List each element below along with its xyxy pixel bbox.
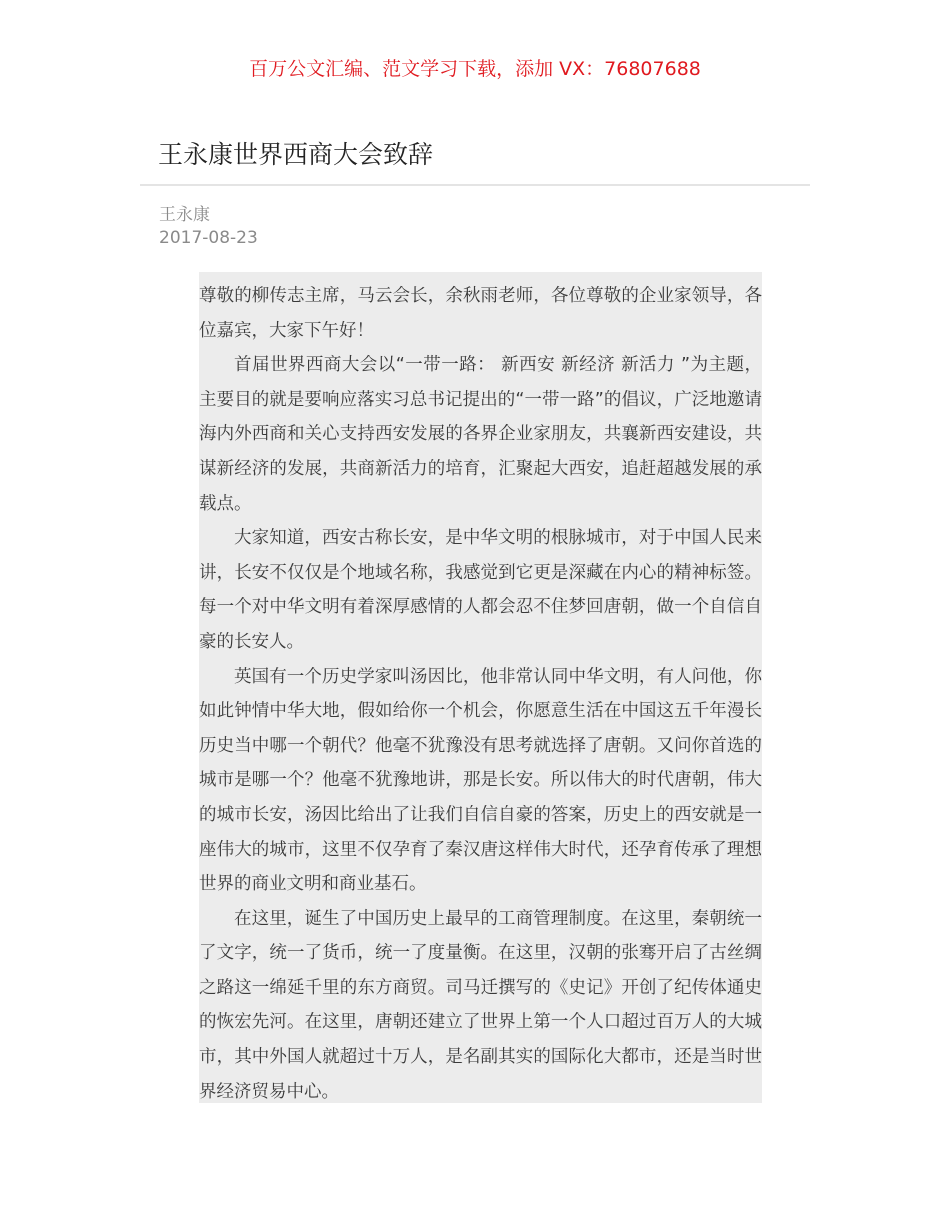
paragraph-salutation: 尊敬的柳传志主席，马云会长，余秋雨老师，各位尊敬的企业家领导，各位嘉宾，大家下午好！ bbox=[199, 286, 762, 341]
article-title: 王永康世界西商大会致辞 bbox=[158, 140, 434, 169]
article-body bbox=[199, 272, 762, 1103]
paragraph: 大家知道，西安古称长安，是中华文明的根脉城市，对于中国人民来讲，长安不仅仅是个地域名称，我感觉到它更是深藏在内心的精神标签。每一个对中华文明有着深厚感情的人都会忍不住梦回唐朝，做一个自信自豪的长安人。 bbox=[199, 528, 762, 652]
article-author: 王永康 bbox=[159, 205, 210, 225]
promo-banner: 百万公文汇编、范文学习下载，添加 VX：76807688 bbox=[249, 58, 701, 80]
title-divider bbox=[140, 184, 810, 186]
paragraph: 在这里，诞生了中国历史上最早的工商管理制度。在这里，秦朝统一了文字，统一了货币，统一了度量衡。在这里，汉朝的张骞开启了古丝绸之路这一绵延千里的东方商贸。司马迁撰写的《史记》开创了纪传体通史的恢宏先河。在这里，唐朝还建立了世界上第一个人口超过百万人的大城市，其中外国人就超过十万人，是名副其实的国际化大都市，还是当时世界经济贸易中心。 bbox=[199, 908, 762, 1102]
article-date: 2017-08-23 bbox=[159, 228, 258, 248]
paragraph: 英国有一个历史学家叫汤因比，他非常认同中华文明，有人问他，你如此钟情中华大地，假如给你一个机会，你愿意生活在中国这五千年漫长历史当中哪一个朝代？他毫不犹豫没有思考就选择了唐朝。又问你首选的城市是哪一个？他毫不犹豫地讲，那是长安。所以伟大的时代唐朝，伟大的城市长安，汤因比给出了让我们自信自豪的答案，历史上的西安就是一座伟大的城市，这里不仅孕育了秦汉唐这样伟大时代，还孕育传承了理想世界的商业文明和商业基石。 bbox=[199, 666, 762, 895]
paragraph: 首届世界西商大会以“一带一路： 新西安 新经济 新活力 ”为主题，主要目的就是要响应落实习总书记提出的“一带一路”的倡议，广泛地邀请海内外西商和关心支持西安发展的各界企业家朋友，共襄新西安建设，共谋新经济的发展，共商新活力的培育，汇聚起大西安，追赶超越发展的承载点。 bbox=[199, 355, 762, 514]
